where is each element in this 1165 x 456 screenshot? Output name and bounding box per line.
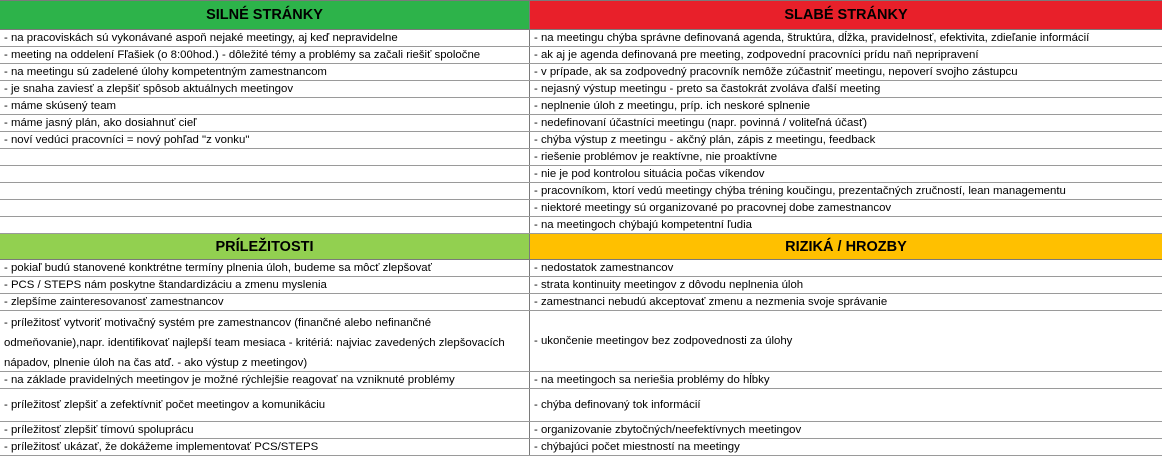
top-section [0, 30, 1162, 234]
table-row [0, 294, 1162, 311]
right-cell[interactable]: - chýba výstup z meetingu - akčný plán, zápis z meetingu, feedback [534, 134, 876, 146]
header-opportunities[interactable]: PRÍLEŽITOSTI [0, 234, 530, 259]
right-cell[interactable]: - chýbajúci počet miestností na meetingy [534, 441, 740, 453]
table-row [0, 132, 1162, 149]
table-row [0, 422, 1162, 439]
left-cell[interactable]: - príležitosť zlepšiť tímovú spoluprácu [0, 422, 530, 438]
left-cell[interactable]: - je snaha zaviesť a zlepšiť spôsob aktuálnych meetingov [0, 81, 530, 97]
right-cell[interactable]: - neplnenie úloh z meetingu, príp. ich neskoré splnenie [534, 100, 811, 112]
right-cell[interactable]: - organizovanie zbytočných/neefektívnych meetingov [534, 424, 802, 436]
header-strengths[interactable]: SILNÉ STRÁNKY [0, 1, 530, 29]
table-row [0, 217, 1162, 234]
left-cell[interactable]: - noví vedúci pracovníci = nový pohľad "z vonku" [0, 132, 530, 148]
table-row [0, 30, 1162, 47]
left-cell[interactable]: - máme skúsený team [0, 98, 530, 114]
header-weaknesses[interactable]: SLABÉ STRÁNKY [530, 1, 1162, 29]
table-row [0, 277, 1162, 294]
table-row [0, 311, 1162, 372]
right-cell[interactable]: - zamestnanci nebudú akceptovať zmenu a nezmenia svoje správanie [534, 296, 888, 308]
right-cell[interactable]: - riešenie problémov je reaktívne, nie proaktívne [534, 151, 778, 163]
right-cell[interactable]: - pracovníkom, ktorí vedú meetingy chýba tréning koučingu, prezentačných zručností, lean managementu [534, 185, 1066, 197]
table-row [0, 166, 1162, 183]
right-cell[interactable]: - na meetingoch sa neriešia problémy do hĺbky [534, 374, 770, 386]
left-cell[interactable]: - meeting na oddelení Fľašiek (o 8:00hod.) - dôležité témy a problémy sa začali riešiť spoločne [0, 47, 530, 63]
left-cell[interactable] [0, 200, 530, 216]
right-cell[interactable]: - nejasný výstup meetingu - preto sa častokrát zvoláva ďalší meeting [534, 83, 881, 95]
table-row [0, 98, 1162, 115]
right-cell[interactable]: - ukončenie meetingov bez zodpovednosti za úlohy [534, 335, 793, 347]
table-row [0, 372, 1162, 389]
left-cell[interactable]: - na meetingu sú zadelené úlohy kompetentným zamestnancom [0, 64, 530, 80]
left-cell[interactable]: - na základe pravidelných meetingov je možné rýchlejšie reagovať na vzniknuté problémy [0, 372, 530, 388]
table-row [0, 64, 1162, 81]
left-cell[interactable] [0, 166, 530, 182]
left-cell[interactable] [0, 149, 530, 165]
header-row-top [0, 0, 1162, 30]
right-cell[interactable]: - na meetingu chýba správne definovaná agenda, štruktúra, dĺžka, pravidelnosť, efektivita, zdieľanie informácií [534, 32, 1090, 44]
right-cell[interactable]: - nie je pod kontrolou situácia počas víkendov [534, 168, 765, 180]
header-row-bottom [0, 234, 1162, 260]
right-cell[interactable]: - v prípade, ak sa zodpovedný pracovník nemôže zúčastniť meetingu, nepoverí svojho zástupcu [534, 66, 1018, 78]
table-row [0, 183, 1162, 200]
left-cell[interactable] [0, 217, 530, 233]
right-cell[interactable]: - nedostatok zamestnancov [534, 262, 674, 274]
left-cell[interactable]: - máme jasný plán, ako dosiahnuť cieľ [0, 115, 530, 131]
left-cell[interactable]: - pokiaľ budú stanovené konktrétne termíny plnenia úloh, budeme sa môcť zlepšovať [0, 260, 530, 276]
left-cell[interactable]: - na pracoviskách sú vykonávané aspoň nejaké meetingy, aj keď nepravidelne [0, 30, 530, 46]
table-row [0, 200, 1162, 217]
table-row [0, 439, 1162, 456]
right-cell[interactable]: - niektoré meetingy sú organizované po pracovnej dobe zamestnancov [534, 202, 892, 214]
header-threats[interactable]: RIZIKÁ / HROZBY [530, 234, 1162, 259]
left-cell[interactable]: - príležitosť vytvoriť motivačný systém pre zamestnancov (finančné alebo nefinančné odmeňovanie),napr. identifikovať najlepší team mesiaca - kritériá: najviac zavedených zlepšovacích nápadov, plnenie úloh na čas atď. - ako výstup z meetingov) [0, 311, 530, 371]
table-row [0, 81, 1162, 98]
left-cell[interactable] [0, 183, 530, 199]
table-row [0, 47, 1162, 64]
table-row [0, 115, 1162, 132]
right-cell[interactable]: - na meetingoch chýbajú kompetentní ľudia [534, 219, 752, 231]
bottom-section [0, 260, 1162, 456]
right-cell[interactable]: - ak aj je agenda definovaná pre meeting, zodpovední pracovníci prídu naň nepripravení [534, 49, 979, 61]
left-cell[interactable]: - príležitosť ukázať, že dokážeme implementovať PCS/STEPS [0, 439, 530, 455]
right-cell[interactable]: - strata kontinuity meetingov z dôvodu neplnenia úloh [534, 279, 804, 291]
table-row [0, 389, 1162, 422]
table-row [0, 260, 1162, 277]
left-cell[interactable]: - príležitosť zlepšiť a zefektívniť počet meetingov a komunikáciu [0, 389, 530, 421]
right-cell[interactable]: - nedefinovaní účastníci meetingu (napr. povinná / voliteľná účasť) [534, 117, 868, 129]
left-cell[interactable]: - zlepšíme zainteresovanosť zamestnancov [0, 294, 530, 310]
right-cell[interactable]: - chýba definovaný tok informácií [534, 399, 701, 411]
left-cell[interactable]: - PCS / STEPS nám poskytne štandardizáciu a zmenu myslenia [0, 277, 530, 293]
table-row [0, 149, 1162, 166]
